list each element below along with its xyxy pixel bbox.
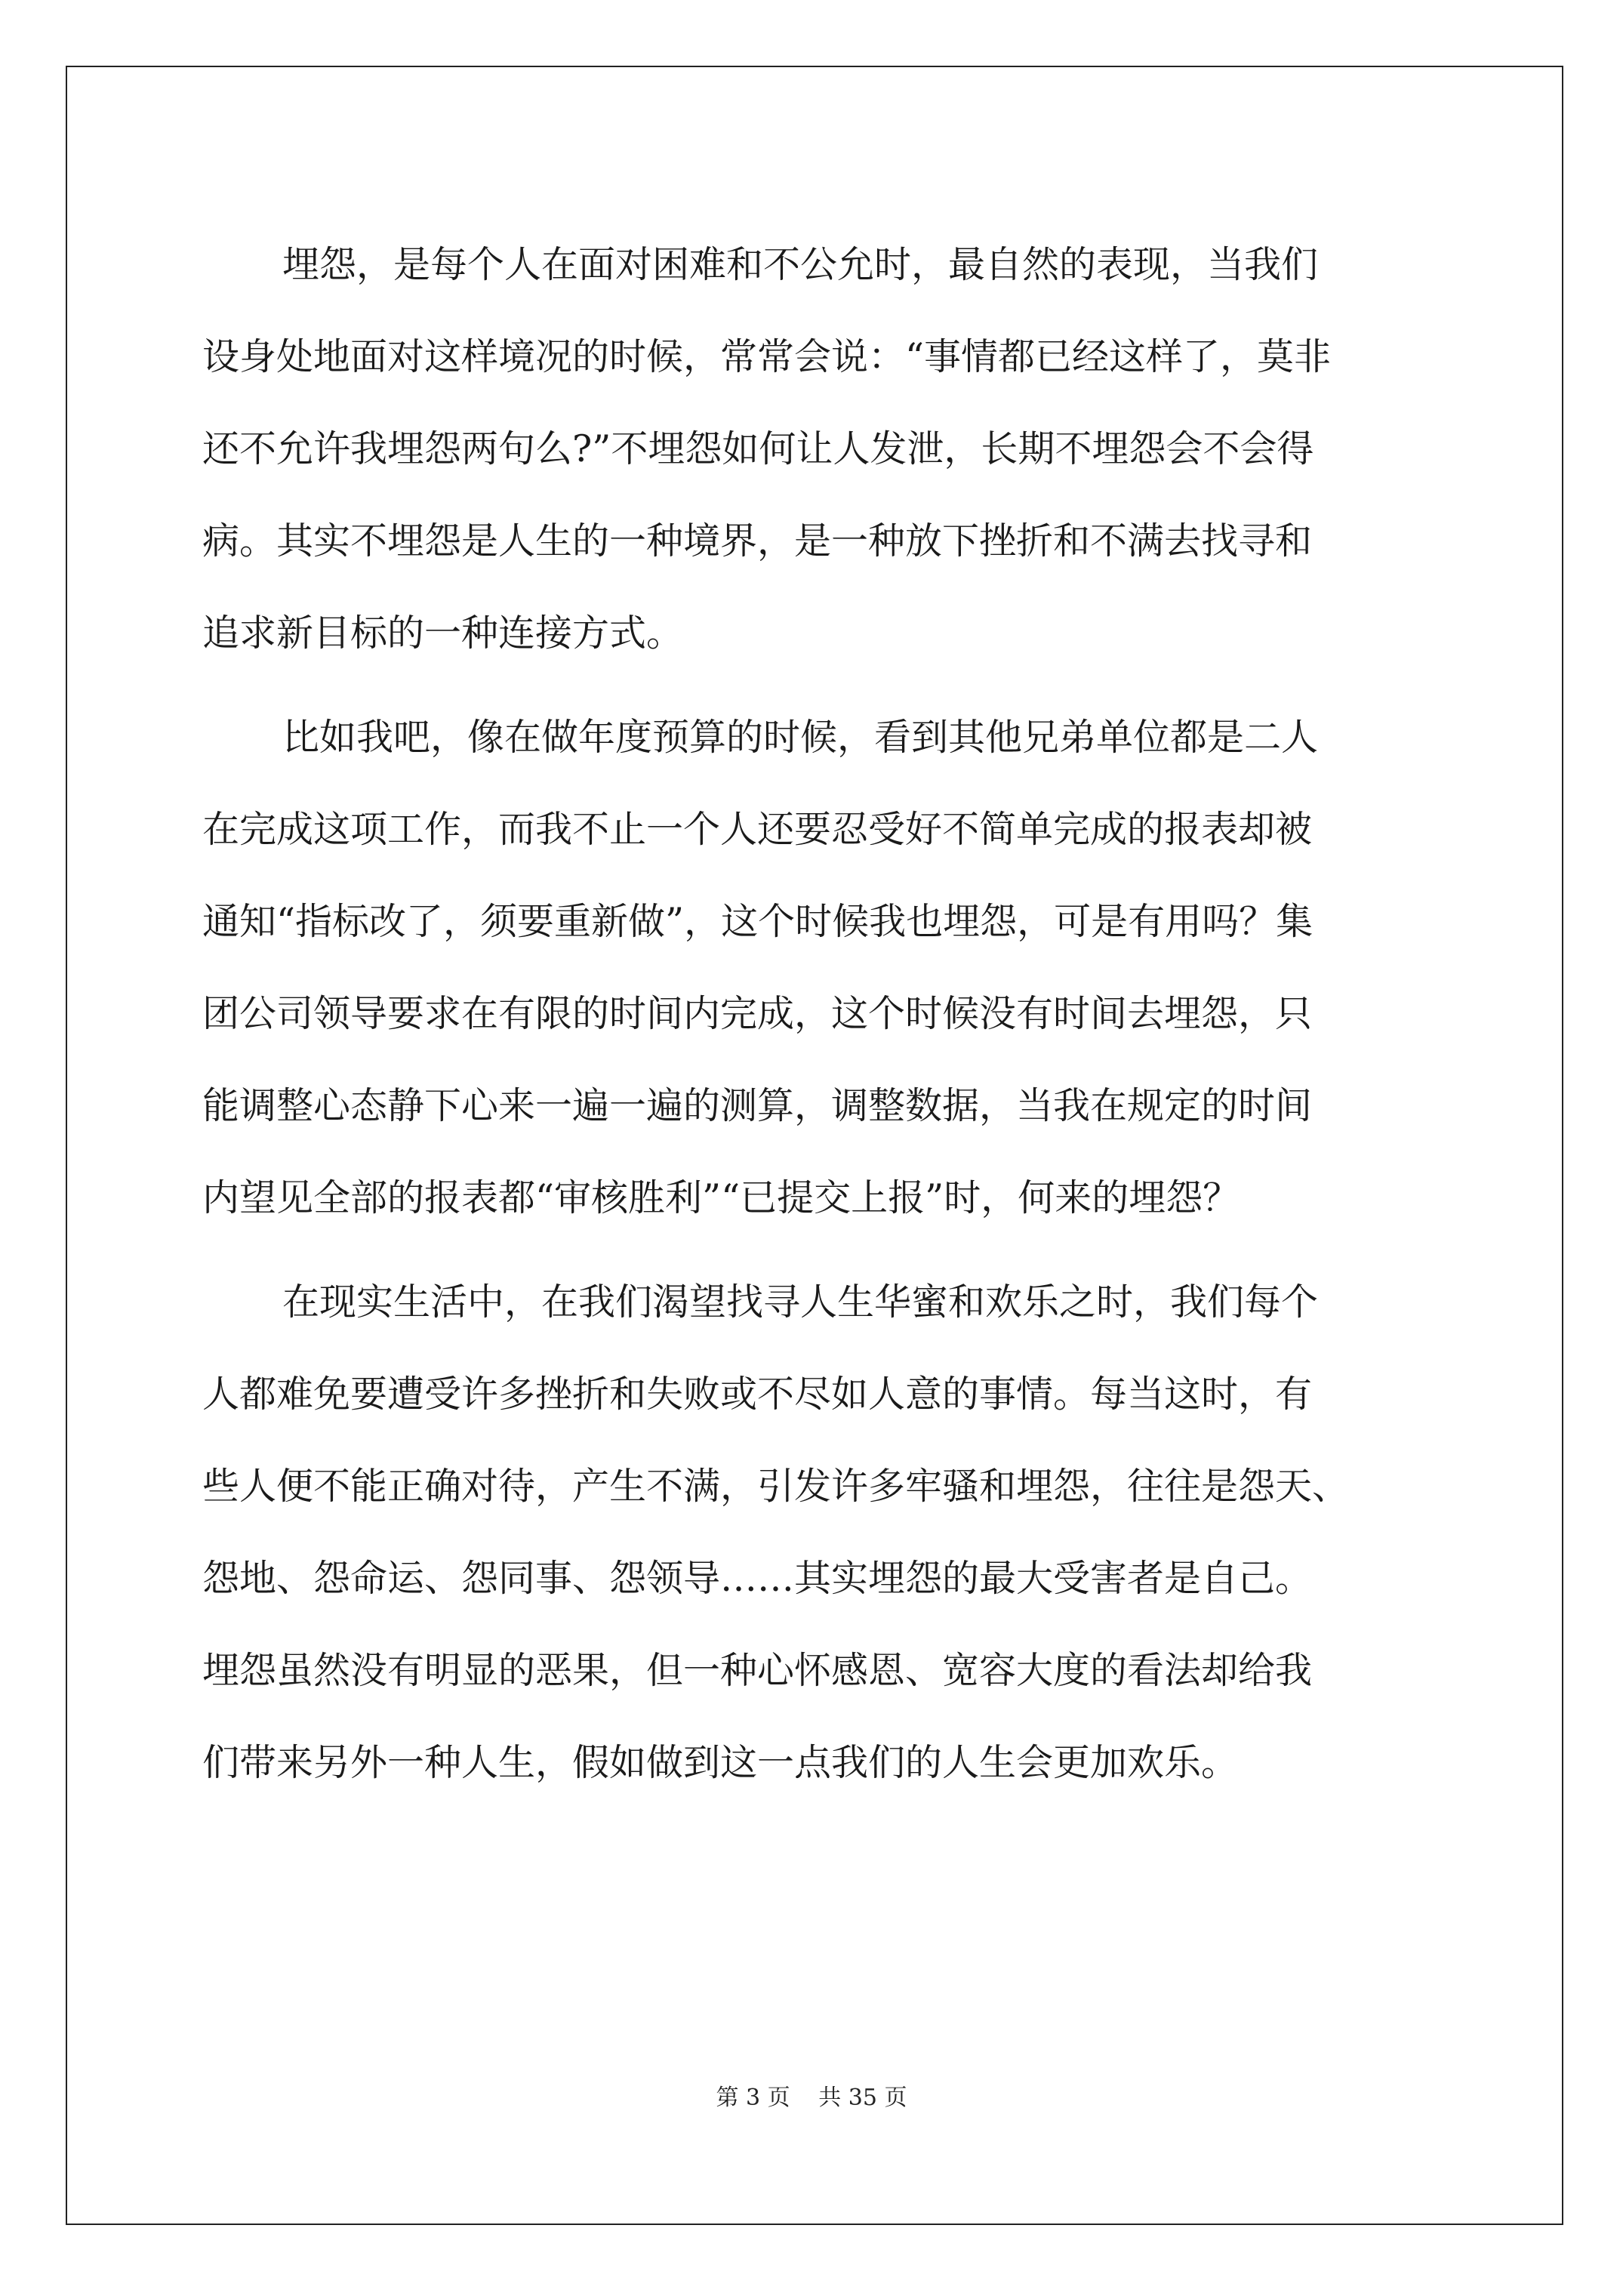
text-line: 还不允许我埋怨两句么?”不埋怨如何让人发泄，长期不埋怨会不会得 — [202, 427, 1314, 470]
text-line: 通知“指标改了，须要重新做”，这个时候我也埋怨，可是有用吗？集 — [202, 900, 1313, 943]
paragraph-1 — [202, 219, 1440, 680]
text-line: 病。其实不埋怨是人生的一种境界，是一种放下挫折和不满去找寻和 — [202, 519, 1313, 562]
text-line: 们带来另外一种人生，假如做到这一点我们的人生会更加欢乐。 — [202, 1741, 1239, 1784]
paragraph-3 — [202, 1256, 1440, 1809]
text-line: 埋怨虽然没有明显的恶果，但一种心怀感恩、宽容大度的看法却给我 — [202, 1649, 1313, 1692]
text-line: 能调整心态静下心来一遍一遍的测算，调整数据，当我在规定的时间 — [202, 1084, 1313, 1127]
text-line: 怨地、怨命运、怨同事、怨领导……其实埋怨的最大受害者是自己。 — [202, 1557, 1313, 1600]
text-line: 埋怨，是每个人在面对困难和不公允时，最自然的表现，当我们 — [282, 243, 1319, 286]
text-line: 比如我吧，像在做年度预算的时候，看到其他兄弟单位都是二人 — [282, 716, 1319, 759]
text-line: 些人便不能正确对待，产生不满，引发许多牢骚和埋怨，往往是怨天、 — [202, 1465, 1350, 1508]
text-line: 内望见全部的报表都“审核胜利”“已提交上报”时，何来的埋怨？ — [202, 1176, 1240, 1219]
text-line: 在完成这项工作，而我不止一个人还要忍受好不简单完成的报表却被 — [202, 808, 1313, 851]
document-body — [202, 219, 1440, 1821]
text-line: 在现实生活中，在我们渴望找寻人生华蜜和欢乐之时，我们每个 — [282, 1281, 1319, 1324]
paragraph-2 — [202, 692, 1440, 1244]
page-total: 共 35 页 — [818, 2085, 907, 2111]
text-line: 追求新目标的一种连接方式。 — [202, 612, 684, 655]
text-line: 设身处地面对这样境况的时候，常常会说：“事情都已经这样了，莫非 — [202, 335, 1332, 378]
text-line: 人都难免要遭受许多挫折和失败或不尽如人意的事情。每当这时，有 — [202, 1373, 1313, 1416]
page-number: 第 3 页 — [716, 2085, 790, 2111]
text-line: 团公司领导要求在有限的时间内完成，这个时候没有时间去埋怨，只 — [202, 992, 1313, 1035]
page-footer — [0, 2079, 1623, 2112]
